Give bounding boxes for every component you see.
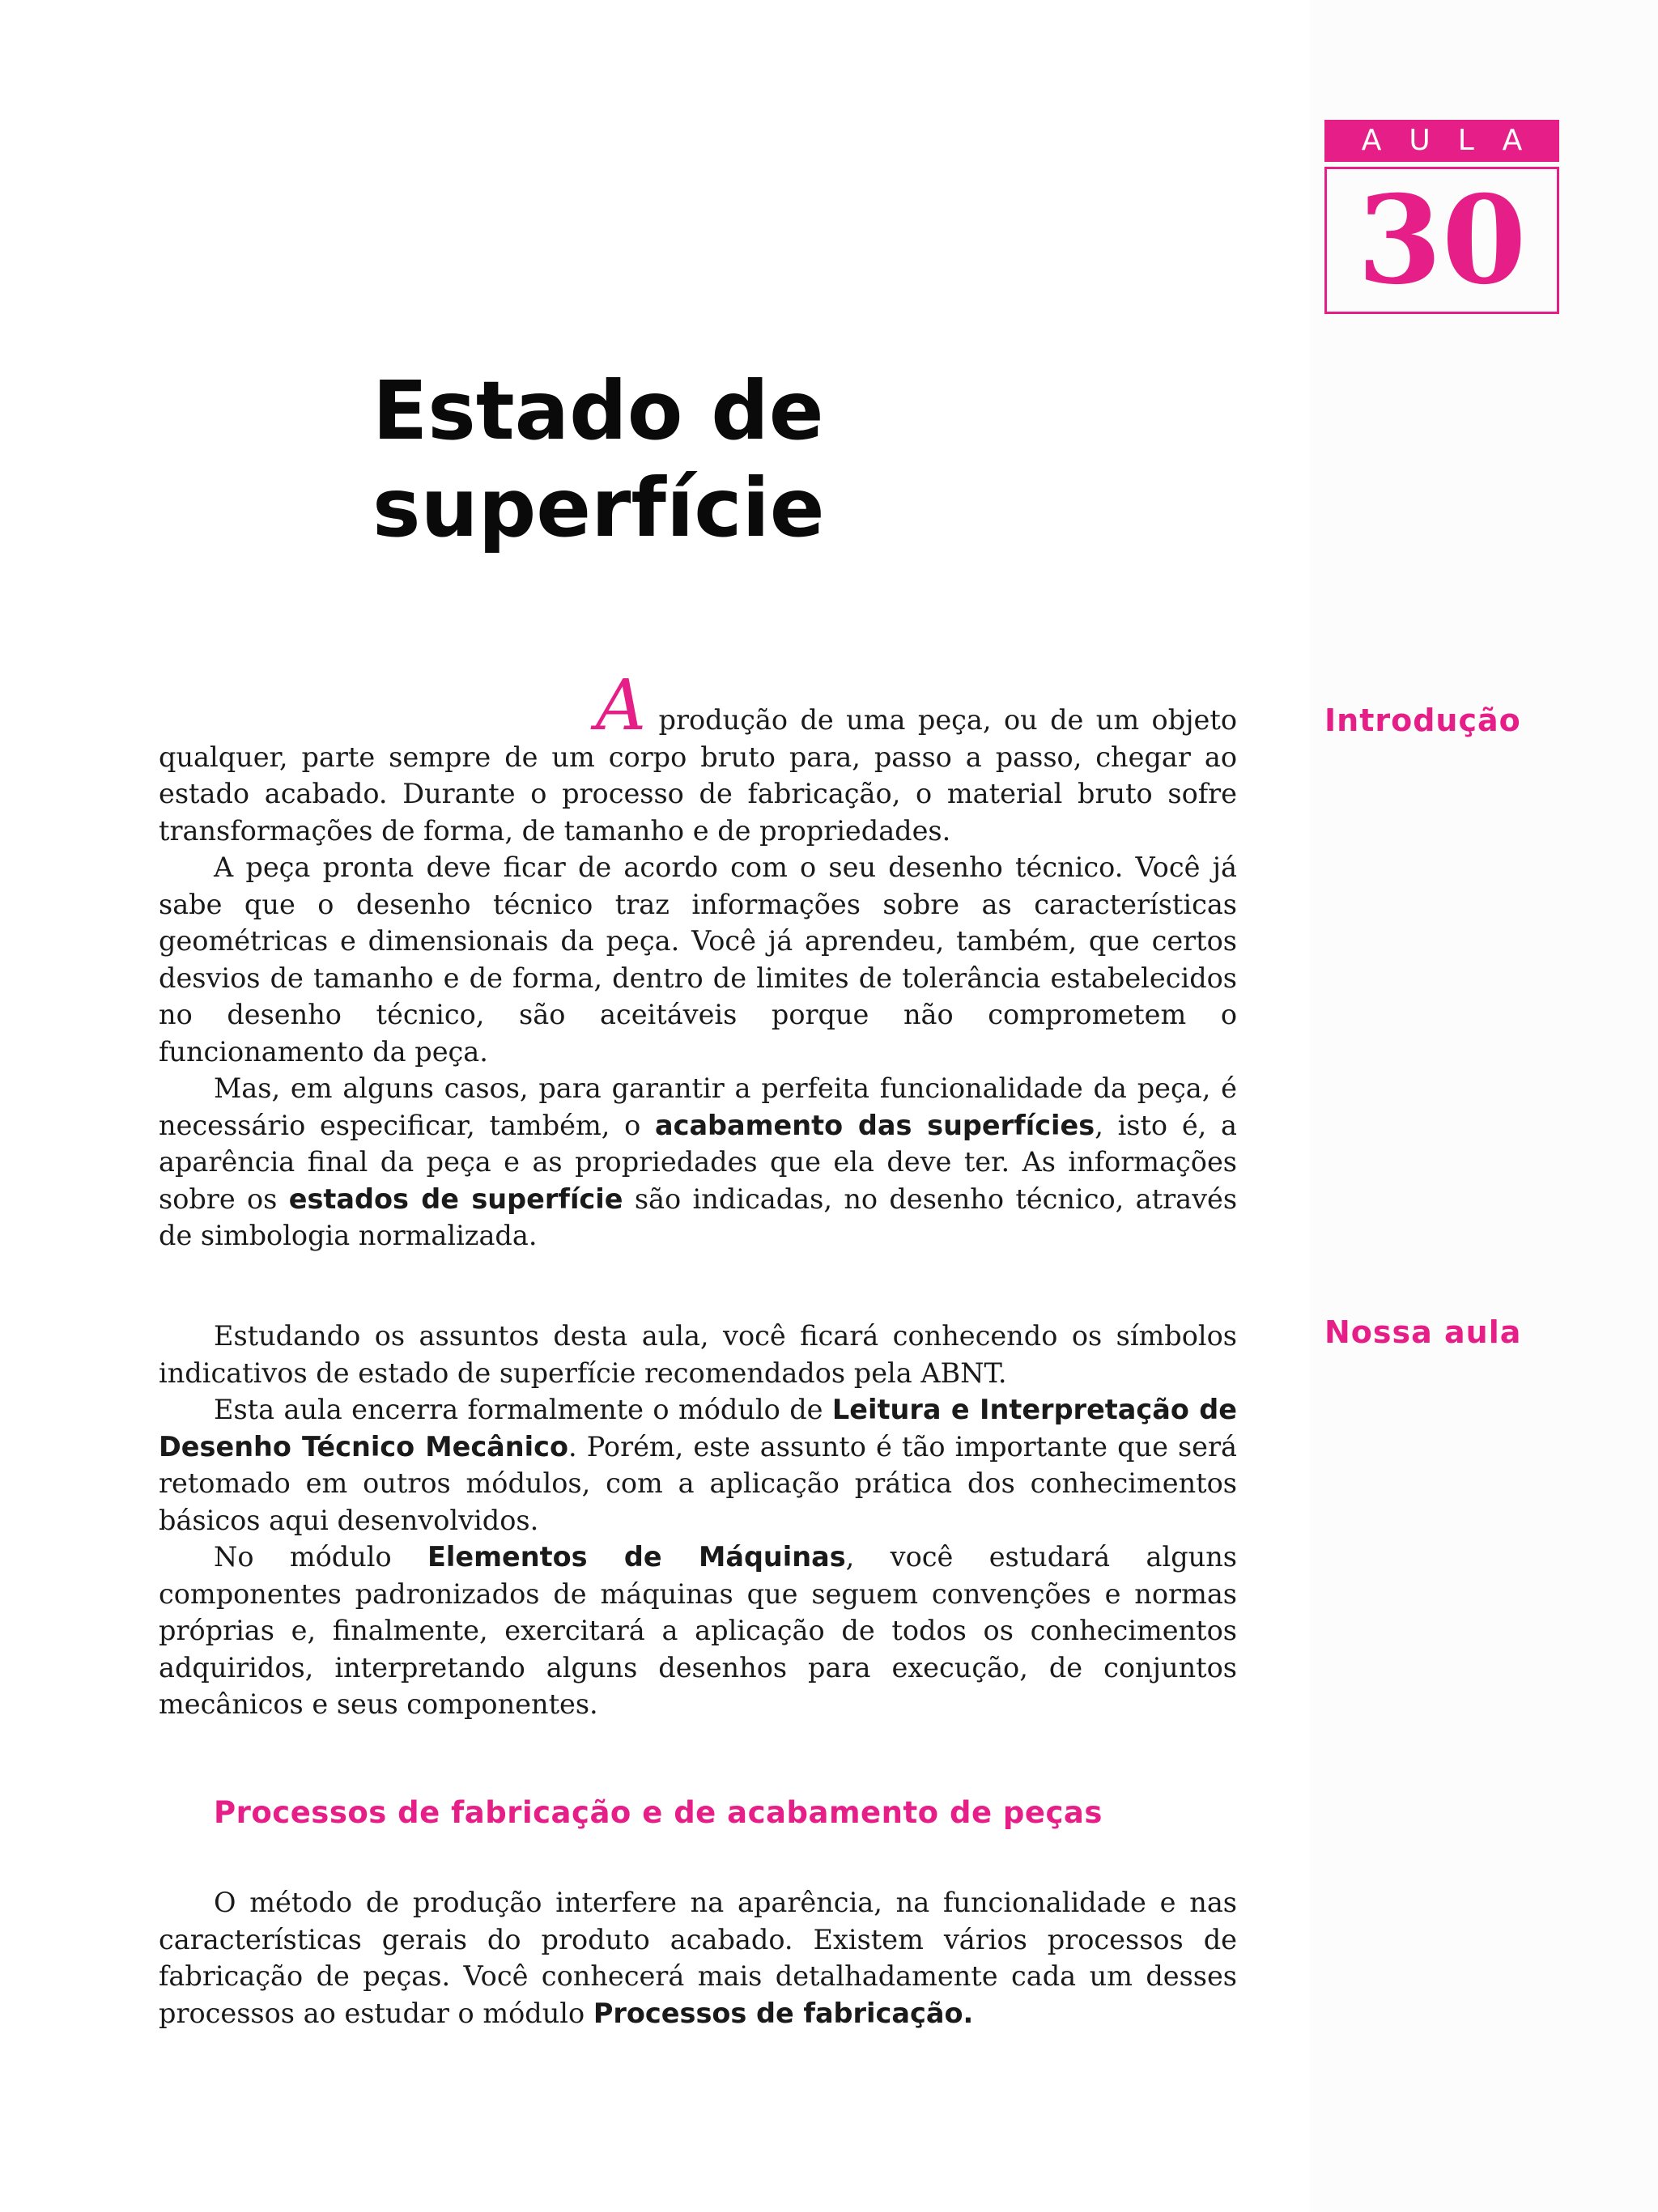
lesson-badge-label: AULA	[1324, 120, 1559, 162]
paragraph-text: Esta aula encerra formalmente o módulo de	[214, 1394, 832, 1425]
bold-term: acabamento das superfícies	[654, 1109, 1095, 1141]
paragraph	[159, 1539, 1237, 1723]
paragraph-text: produção de uma peça, ou de um objeto qualquer, parte sempre de um corpo bruto para, passo a passo, chegar ao estado acabado. Durante o processo de fabricação, o material bruto sofre transformações de forma, de tamanho e de propriedades.	[159, 704, 1237, 847]
section-introducao	[159, 665, 1238, 1255]
bold-term: Elementos de Máquinas	[427, 1541, 846, 1573]
margin-column	[1310, 0, 1658, 2212]
lesson-badge	[1324, 120, 1559, 314]
paragraph	[159, 1884, 1237, 2032]
paragraph-text: . Porém, este assunto é tão importante que será retomado em outros módulos, com a aplicação prática dos conhecimentos básicos aqui desenvolvidos.	[159, 1430, 1237, 1536]
paragraph-text: Mas, em alguns casos, para garantir a perfeita funcionalidade da peça, é necessário especificar, também, o	[159, 1072, 1237, 1141]
section-heading-nossa-aula: Nossa aula	[1324, 1314, 1522, 1350]
paragraph	[159, 665, 1237, 849]
section-processos	[159, 1884, 1237, 2032]
bold-term: estados de superfície	[288, 1182, 623, 1215]
page-title: Estado de superfície	[372, 363, 825, 555]
paragraph-text: , isto é, a aparência final da peça e as propriedades que ela deve ter. As informações sobre os	[159, 1109, 1237, 1215]
paragraph-text: No módulo	[214, 1541, 428, 1573]
subsection-heading: Processos de fabricação e de acabamento de peças	[214, 1795, 1103, 1830]
section-nossa-aula	[159, 1318, 1237, 1723]
paragraph-text: são indicadas, no desenho técnico, através de simbologia normalizada.	[159, 1182, 1238, 1251]
paragraph: A peça pronta deve ficar de acordo com o seu desenho técnico. Você já sabe que o desenho técnico traz informações sobre as características geométricas e dimensionais da peça. Você já aprendeu, também, que certos desvios de tamanho e de forma, dentro de limites de tolerância estabelecidos no desenho técnico, são aceitáveis porque não comprometem o funcionamento da peça.	[159, 851, 1237, 1068]
paragraph: Estudando os assuntos desta aula, você ficará conhecendo os símbolos indicativos de estado de superfície recomendados pela ABNT.	[159, 1320, 1237, 1389]
drop-cap: A	[596, 665, 647, 746]
lesson-number: 30	[1357, 169, 1527, 312]
paragraph-text: O método de produção interfere na aparência, na funcionalidade e nas características gerais do produto acabado. Existem vários processos de fabricação de peças. Você conhecerá mais detalhadamente cada um desses processos ao estudar o módulo	[159, 1887, 1237, 2029]
lesson-number-box	[1324, 167, 1559, 314]
paragraph	[159, 1391, 1237, 1539]
paragraph	[159, 1070, 1237, 1255]
section-heading-introducao: Introdução	[1324, 703, 1521, 738]
paragraph-text: , você estudará alguns componentes padronizados de máquinas que seguem convenções e normas próprias e, finalmente, exercitará a aplicação de todos os conhecimentos adquiridos, interpretando alguns desenhos para execução, de conjuntos mecânicos e seus componentes.	[159, 1541, 1237, 1720]
bold-term: Processos de fabricação.	[593, 1997, 974, 2029]
bold-term: Leitura e Interpretação de Desenho Técnico Mecânico	[159, 1394, 1238, 1463]
